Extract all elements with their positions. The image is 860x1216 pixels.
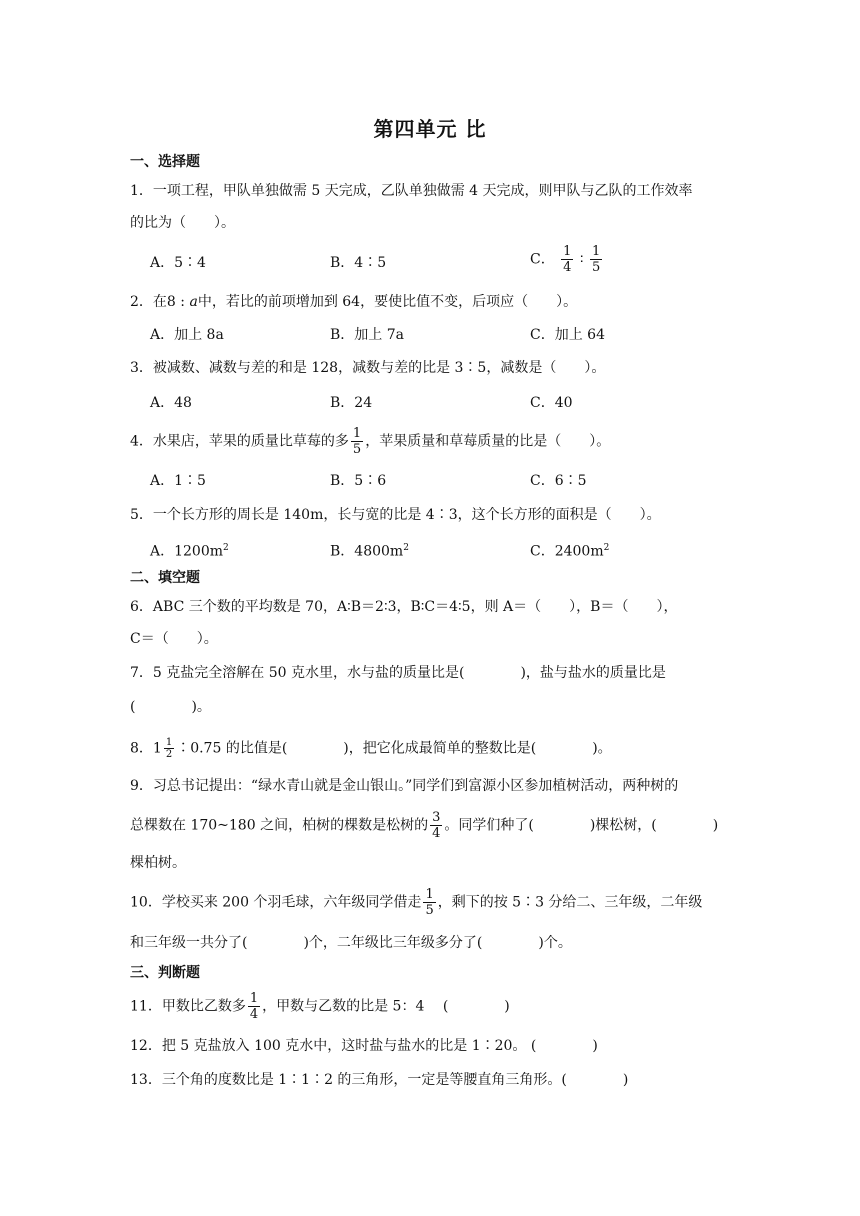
question-3-option-a: A．48 [150,395,192,411]
question-8-text [130,737,612,760]
fraction-numerator: 1 [563,244,572,259]
question-4-option-b: B．5∶6 [330,473,387,489]
fraction [164,737,174,760]
fraction-denominator: 4 [563,260,572,275]
question-1-option-b: B．4∶5 [330,255,387,271]
option-c-label: C． [530,251,555,268]
question-1-option-a: A．5∶4 [150,255,206,271]
section-heading-choice: 一、选择题 [130,154,200,170]
ratio-colon: ∶ [579,251,584,268]
question-10-rest: ，剩下的按 5∶3 分给二、三年级，二年级 [437,894,703,911]
fraction [423,887,435,918]
question-1-option-c [530,244,604,275]
question-3-option-c: C．40 [530,395,573,411]
question-8-rest: ∶0.75 的比值是( )，把它化成最简单的整数比是( )。 [176,740,612,757]
option-b-text: B．4800m [330,543,404,560]
question-7-text-cont: ( )。 [130,699,211,715]
fraction [351,426,363,457]
question-2-text [130,292,577,312]
question-5-option-b [330,538,409,562]
ratio-term-variable: a [189,294,198,310]
question-2-option-a: A．加上 8a [150,327,224,343]
fraction-denominator: 4 [432,826,441,841]
superscript: 2 [223,543,229,553]
fraction-numerator: 1 [425,887,434,902]
question-2-option-c: C．加上 64 [530,327,605,343]
fraction-denominator: 5 [352,442,362,457]
question-5-text: 5．一个长方形的周长是 140m，长与宽的比是 4∶3，这个长方形的面积是（ ）。 [130,507,661,523]
question-10-text-cont: 和三年级一共分了( )个，二年级比三年级多分了( )个。 [130,935,572,951]
fraction-denominator: 5 [425,903,434,918]
question-7-text: 7．5 克盐完全溶解在 50 克水里，水与盐的质量比是( )，盐与盐水的质量比是 [130,665,666,681]
question-10-prefix: 10．学校买来 200 个羽毛球，六年级同学借走 [130,894,422,911]
question-10-text [130,887,702,918]
question-2-prefix: 2．在 [130,294,167,310]
question-9-part: 总棵数在 170~180 之间，柏树的棵数是松树的 [130,817,429,834]
question-12-text: 12．把 5 克盐放入 100 克水中，这时盐与盐水的比是 1∶20。 ( ) [130,1038,598,1054]
question-3-text: 3．被减数、减数与差的和是 128，减数与差的比是 3∶5，减数是（ ）。 [130,360,606,376]
question-2-rest: 中，若比的前项增加到 64，要使比值不变，后项应（ ）。 [197,294,578,310]
section-heading-fill: 二、填空题 [130,570,200,586]
question-1-text-cont: 的比为（ ）。 [130,215,235,231]
section-heading-judge: 三、判断题 [130,965,200,981]
question-9-rest: 。同学们种了( )棵松树，( ) [444,817,719,834]
question-9-text-cont [130,810,718,841]
question-8-prefix: 8．1 [130,740,162,757]
ratio-colon: : [175,294,190,310]
fraction-numerator: 3 [432,810,441,825]
fraction-numerator: 1 [165,737,173,748]
question-5-option-c [530,538,609,562]
question-4-prefix: 4．水果店，苹果的质量比草莓的多 [130,433,349,450]
question-1-text: 1．一项工程，甲队单独做需 5 天完成，乙队单独做需 4 天完成，则甲队与乙队的工作效率 [130,183,693,199]
fraction-denominator: 5 [592,260,601,275]
question-9-text: 9．习总书记提出：“绿水青山就是金山银山。”同学们到富源小区参加植树活动，两种树的 [130,778,679,794]
question-11-text [130,991,510,1022]
question-4-rest: ，苹果质量和草莓质量的比是（ ）。 [365,433,611,450]
question-4-option-a: A．1∶5 [150,473,206,489]
option-c-text: C．2400m [530,543,604,560]
fraction [430,810,442,841]
question-4-option-c: C．6∶5 [530,473,587,489]
fraction [248,991,260,1022]
question-5-option-a [150,538,229,562]
superscript: 2 [603,543,610,553]
question-2-option-b: B．加上 7a [330,327,404,343]
superscript: 2 [403,543,409,553]
fraction-numerator: 1 [249,991,259,1006]
question-6-text: 6．ABC 三个数的平均数是 70，A∶B＝2∶3，B∶C＝4∶5，则 A＝（ ），B＝（ ）， [130,599,678,615]
fraction [561,244,573,275]
fraction-denominator: 4 [249,1007,259,1022]
page-title: 第四单元 比 [373,117,487,141]
question-3-option-b: B．24 [330,395,373,411]
fraction-numerator: 1 [352,426,362,441]
question-13-text: 13．三个角的度数比是 1∶1∶2 的三角形，一定是等腰直角三角形。( ) [130,1072,629,1088]
fraction-denominator: 2 [165,749,173,760]
question-9-text-end: 棵柏树。 [130,855,186,871]
question-11-prefix: 11．甲数比乙数多 [130,998,246,1015]
question-11-rest: ，甲数与乙数的比是 5：4 ( ) [262,998,510,1015]
question-4-text [130,426,610,457]
question-6-text-cont: C＝（ ）。 [130,631,218,647]
fraction-numerator: 1 [592,244,601,259]
fraction [590,244,602,275]
option-a-text: A．1200m [150,543,224,560]
ratio-term: 8 [166,294,176,310]
